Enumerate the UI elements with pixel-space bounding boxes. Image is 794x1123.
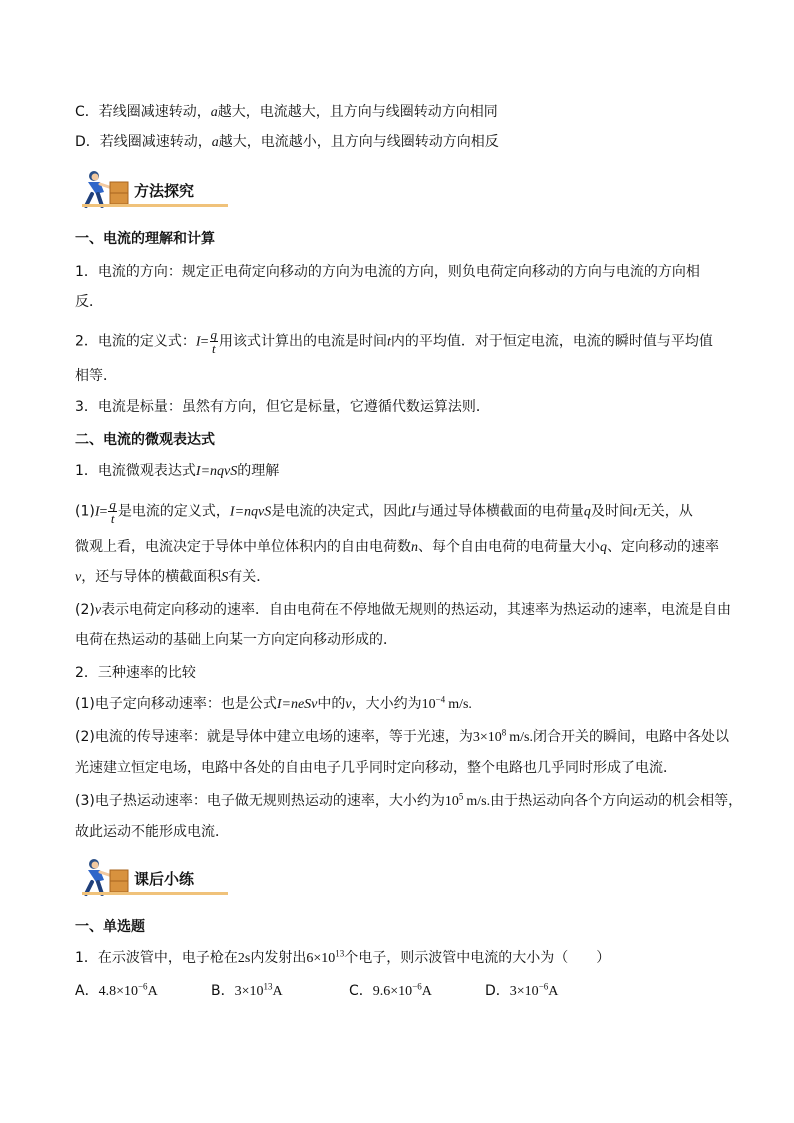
sub-1c: v，还与导体的横截面积S有关． — [75, 569, 271, 585]
section-banner-method — [78, 170, 195, 214]
sub-1b: 微观上看，电流决定于导体中单位体积内的自由电荷数n、每个自由电荷的电荷量大小q、定向移动的速率 — [75, 539, 719, 555]
para-3: 3．电流是标量：虽然有方向，但它是标量，它遵循代数运算法则． — [75, 399, 490, 415]
banner-underline — [82, 892, 228, 895]
choice-c[interactable]: C．$9.6\times 10^{-6}A$ — [349, 981, 432, 999]
question-1: 1．在示波管中，电子枪在2s内发射出$6\times 10^{13}$个电子，则示波管中电流的大小为（ ） — [75, 948, 611, 966]
sub-1e: 电荷在热运动的基础上向某一方向定向移动形成的． — [75, 632, 397, 648]
section-banner-practice — [78, 858, 195, 902]
fraction-q-over-t-2: $\frac{q}{t}$ — [109, 497, 116, 526]
para-2: 2．电流的定义式：I= $\frac{q}{t}$ 用该式计算出的电流是时间t内的平均值．对于恒定电流，电流的瞬时值与平均值 — [75, 327, 713, 356]
option-c: C．若线圈减速转动，a越大，电流越大，且方向与线圈转动方向相同 — [75, 104, 498, 120]
choice-b[interactable]: B．$3\times 10^{13}A$ — [211, 981, 283, 999]
sub-1a: (1)I= $\frac{q}{t}$ 是电流的定义式，I=nqvS是电流的决定式，因此I与通过导体横截面的电荷量q及时间t无关，从 — [75, 497, 693, 526]
sub-2: 2．三种速率的比较 — [75, 665, 196, 681]
heading-1: 一、电流的理解和计算 — [75, 231, 215, 247]
sub-1: 1．电流微观表达式I=nqvS的理解 — [75, 463, 280, 479]
para-1-line-1: 1．电流的方向：规定正电荷定向移动的方向为电流的方向，则负电荷定向移动的方向与电流的方向相 — [75, 264, 700, 280]
section-title-method: 方法探究 — [134, 182, 195, 200]
rate-2b: 光速建立恒定电场，电路中各处的自由电子几乎同时定向移动，整个电路也几乎同时形成了电流． — [75, 760, 677, 776]
section-title-practice: 课后小练 — [134, 870, 195, 888]
banner-underline — [82, 204, 228, 207]
heading-3: 一、单选题 — [75, 919, 145, 935]
heading-2: 二、电流的微观表达式 — [75, 432, 215, 448]
rate-2: (2)电流的传导速率：就是导体中建立电场的速率，等于光速，为$3\times 10^8$ m/s.闭合开关的瞬间，电路中各处以 — [75, 727, 729, 745]
rate-3b: 故此运动不能形成电流． — [75, 824, 229, 840]
rate-1: (1)电子定向移动速率：也是公式I=neSv中的v，大小约为$10^{-4}$ m/s. — [75, 694, 472, 712]
para-2-line-2: 相等． — [75, 368, 117, 384]
choice-d[interactable]: D．$3\times 10^{-6}A$ — [485, 981, 559, 999]
para-1-line-2: 反． — [75, 294, 103, 310]
fraction-q-over-t: $\frac{q}{t}$ — [210, 327, 217, 356]
choice-a[interactable]: A．$4.8\times 10^{-6}A$ — [75, 981, 158, 999]
rate-3: (3)电子热运动速率：电子做无规则热运动的速率，大小约为$10^5$ m/s.由于热运动向各个方向运动的机会相等， — [75, 791, 743, 809]
sub-1d: (2)v表示电荷定向移动的速率．自由电荷在不停地做无规则的热运动，其速率为热运动的速率，电流是自由 — [75, 602, 732, 618]
answer-choices — [75, 981, 558, 1002]
option-d: D．若线圈减速转动，a越大，电流越小，且方向与线圈转动方向相反 — [75, 134, 499, 150]
